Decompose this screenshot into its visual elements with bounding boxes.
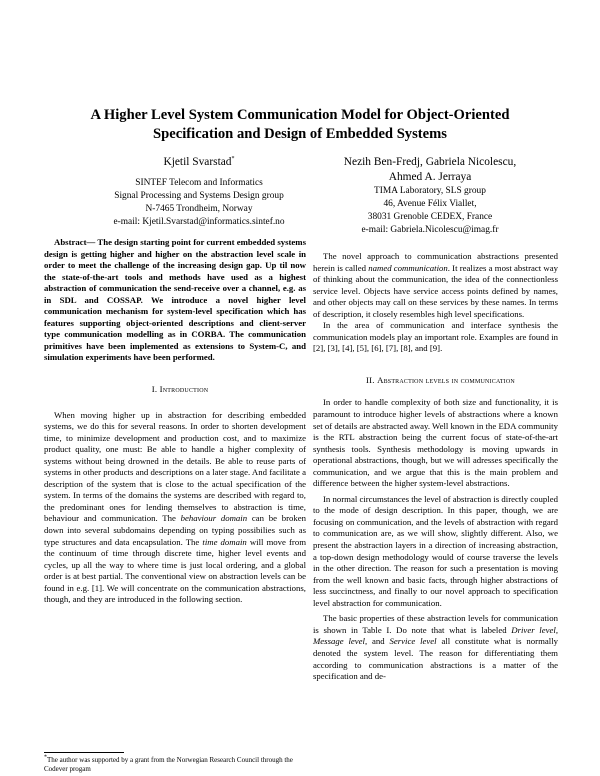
title-line-1: A Higher Level System Communication Model for Object-Oriented (90, 107, 510, 123)
emphasis-text: Message level (313, 636, 365, 647)
abstraction-paragraph-1: In order to handle complexity of both size and functionality, it is paramount to introduce higher levels of abstractions where a known set of details are abstracted away. Well known in the EDA community is the RTL abstraction being the current focus of state-of-the-art synthesis tools. Synthesis methodology is moving upwards in operational abstractions, though, but we will adresses specifically the communication, and we argue that this is the main problem and difference between the higher system-level abstractions. (313, 397, 558, 489)
emphasis-text: time domain (202, 536, 247, 547)
abstract (44, 237, 306, 364)
related-work-paragraph: In the area of communication and interface synthesis the communication models play an important role. Examples are found in [2], [3], [4], [5], [6], [7], [8], and [9]. (313, 320, 558, 354)
footnote (44, 756, 306, 774)
affiliation: TIMA Laboratory, SLS group (374, 186, 486, 196)
abstract-label: Abstract— (54, 237, 96, 247)
title-line-2: Specification and Design of Embedded Systems (153, 126, 447, 142)
emphasis-text: named communication (368, 262, 448, 273)
right-column (313, 251, 558, 683)
abstraction-paragraph-3: The basic properties of these abstraction levels for communication is shown in Table I. Do note that what is labeled Driver level, Message level, and Service level all constitute what is normally denoted the system level. The reason for differentiating them according to communication abstractions is a matter of the specification and de- (313, 613, 559, 682)
section-heading-introduction: I. Introduction (151, 384, 209, 395)
author-email: e-mail: Kjetil.Svarstad@informatics.sintef.no (113, 217, 285, 227)
author-names-2: Ahmed A. Jerraya (388, 171, 472, 183)
author-names: Nezih Ben-Fredj, Gabriela Nicolescu, (343, 156, 517, 168)
author-block-right (320, 155, 540, 237)
abstract-text: The design starting point for current embedded systems design is getting higher and higher on the abstraction level scale in order to meet the challenge of the increasing design gap. Up til now the state-of-the-art tools and methods have used as a highest abstraction of communication the send-receive over a channel, e.g. as in SDL and COSSAP. We introduce a novel higher level communication mechanism for system-level specification which has features supporting object-oriented descriptions and client-server type communication modelling as in CORBA. The communication primitives have been implemented as extensions to System-C, and simulation experiments have been performed. (44, 237, 307, 363)
affiliation-address: N-7465 Trondheim, Norway (145, 204, 253, 214)
footnote-rule (44, 752, 124, 753)
emphasis-text: Driver level (511, 624, 556, 635)
abstraction-paragraph-2: In normal circumstances the level of abstraction is directly coupled to the mode of design description. In this paper, though, we are focusing on communication, and the levels of abstraction with regard to communication are, as we will show, slightly different. Also, we present the abstraction layers in a direction of increasing abstraction, a top-down design methodology would of course traverse the levels in the other direction. The reason for such a presentation is moving from the well known and basic facts, through higher abstractions of less succinctness, and finally to our novel approach to specification level abstraction for communication. (313, 493, 558, 608)
intro-paragraph: When moving higher up in abstraction for describing embedded systems, we do this for several reasons. In order to shorten development time, to minimize development and production cost, and to maximize product quality, one must: Be able to handle a higher complexity of systems without being drowned in the details. Be able to reuse parts of systems in other products and descriptions on a later stage. And facilitate a description of the system that is close to the actual specification of the system. In terms of the domains the systems are described with regard to, the predominant ones for lending themselves to abstraction is time, behaviour and communication. The behaviour domain can be broken down into several subdomains depending on typing possibilies such as type structures and data encapsulation. The time domain will move from the continuum of time through discrete time, higher level events and cycles, up all the way to where time is just local ordering, and a global order is at best partial. The conventional view on abstraction levels can be found in e.g. [1]. We will concentrate on the communication abstractions, though, and they are introduced in the following section. (44, 409, 307, 605)
emphasis-text: behaviour domain (180, 513, 248, 524)
paper-title (0, 106, 600, 144)
author-block-left (84, 155, 314, 229)
left-column (44, 237, 306, 606)
footnote-text: The author was supported by a grant from the Norwegian Research Council through the Codever progam (44, 756, 293, 773)
author-name: Kjetil Svarstad* (163, 156, 235, 168)
footnote-mark: * (44, 754, 47, 761)
footnote-mark: * (231, 156, 235, 163)
emphasis-text: Service level (389, 636, 437, 647)
affiliation-group: Signal Processing and Systems Design group (114, 191, 284, 201)
affiliation: SINTEF Telecom and Informatics (135, 178, 263, 188)
author-email: e-mail: Gabriela.Nicolescu@imag.fr (361, 225, 499, 235)
affiliation-street: 46, Avenue Félix Viallet, (383, 199, 477, 209)
named-communication-paragraph: The novel approach to communication abstractions presented herein is called named communication. It realizes a most abstract way of thinking about the communication, the idea of the connectionless service level. Objects have service access points defined by names, and other objects may call on these services by these names. In terms of description, it closely resembles high level specifications. (313, 251, 558, 319)
affiliation-address: 38031 Grenoble CEDEX, France (367, 212, 493, 222)
section-heading-abstraction-levels: II. Abstraction levels in communication (366, 374, 515, 385)
